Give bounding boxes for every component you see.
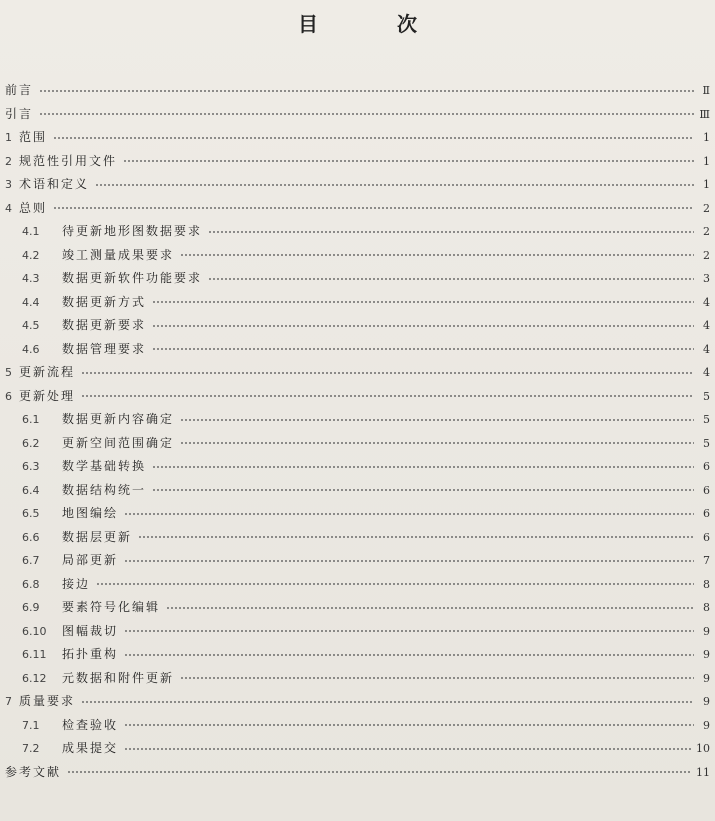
toc-entry-number: 4.3 — [22, 272, 40, 285]
toc-leader-dots — [95, 184, 694, 186]
toc-entry-page: 6 — [703, 460, 710, 473]
toc-leader-dots — [53, 207, 694, 209]
toc-entry-number: 6.8 — [22, 577, 40, 591]
toc-entry[interactable] — [0, 690, 715, 714]
toc-entry[interactable] — [0, 103, 715, 127]
toc-leader-dots — [39, 113, 694, 115]
toc-entry[interactable] — [0, 573, 715, 597]
toc-leader-dots — [81, 372, 694, 374]
toc-leader-dots — [123, 160, 694, 162]
toc-entry[interactable] — [0, 761, 715, 785]
toc-entry-title: 范围 — [19, 130, 48, 144]
toc-entry-page: 7 — [703, 554, 710, 567]
toc-entry[interactable] — [0, 620, 715, 644]
toc-entry-number: 6.10 — [22, 624, 47, 638]
toc-entry-number: 6.7 — [22, 554, 40, 567]
toc-leader-dots — [81, 395, 694, 397]
toc-entry-number: 6 — [5, 389, 12, 403]
toc-entry-title: 术语和定义 — [19, 177, 90, 191]
toc-entry-page: Ⅱ — [702, 84, 710, 97]
toc-entry[interactable] — [0, 667, 715, 691]
toc-leader-dots — [152, 348, 694, 350]
toc-entry-title: 数据结构统一 — [62, 482, 147, 497]
toc-entry-page: 1 — [703, 154, 710, 168]
toc-entry[interactable] — [0, 549, 715, 573]
toc-entry-page: 9 — [703, 695, 710, 708]
toc-entry-title: 更新流程 — [19, 365, 76, 379]
toc-entry[interactable] — [0, 502, 715, 526]
toc-entry-title: 竣工测量成果要求 — [62, 247, 175, 262]
toc-entry[interactable] — [0, 643, 715, 667]
toc-entry[interactable] — [0, 526, 715, 550]
toc-leader-dots — [138, 536, 694, 538]
toc-entry-title: 待更新地形图数据要求 — [62, 224, 203, 238]
toc-entry-number: 4.1 — [22, 225, 40, 238]
toc-entry-title: 地图编绘 — [62, 506, 119, 520]
toc-entry-number: 2 — [5, 154, 12, 168]
toc-entry-number: 6.2 — [22, 436, 40, 450]
toc-entry[interactable] — [0, 479, 715, 503]
toc-entry-title: 数据更新要求 — [62, 318, 147, 332]
toc-entry-title: 总则 — [19, 200, 48, 215]
toc-entry-number: 4.5 — [22, 319, 40, 332]
toc-entry-number: 4.2 — [22, 248, 40, 262]
toc-entry-number: 7 — [5, 695, 12, 708]
toc-entry-number: 6.9 — [22, 601, 40, 614]
toc-entry-title: 要素符号化编辑 — [62, 600, 161, 614]
toc-entry-title: 局部更新 — [62, 553, 119, 567]
toc-entry-page: 1 — [703, 178, 710, 191]
toc-leader-dots — [166, 607, 694, 609]
toc-leader-dots — [124, 560, 694, 562]
toc-leader-dots — [180, 254, 694, 256]
toc-entry-title: 接边 — [62, 576, 91, 591]
toc-entry-page: 9 — [703, 718, 710, 732]
toc-leader-dots — [53, 137, 694, 139]
toc-leader-dots — [152, 466, 694, 468]
toc-entry-number: 4.6 — [22, 342, 40, 356]
toc-entry-title: 质量要求 — [19, 694, 76, 708]
toc-leader-dots — [180, 442, 694, 444]
toc-entry-page: 2 — [703, 248, 710, 262]
toc-entry-number: 1 — [5, 131, 12, 144]
toc-entry-title: 更新空间范围确定 — [62, 435, 175, 450]
toc-entry-title: 检查验收 — [62, 717, 119, 732]
toc-entry-number: 7.1 — [22, 718, 40, 732]
toc-entry-number: 3 — [5, 178, 12, 191]
toc-entry-page: 5 — [703, 389, 710, 403]
toc-leader-dots — [96, 583, 694, 585]
toc-entry[interactable] — [0, 385, 715, 409]
toc-leader-dots — [124, 654, 694, 656]
toc-entry-number: 4 — [5, 201, 12, 215]
toc-entry-title: 数据更新方式 — [62, 294, 147, 309]
toc-entry-number: 6.3 — [22, 460, 40, 473]
toc-entry-page: 3 — [703, 272, 710, 285]
toc-entry-page: 8 — [703, 577, 710, 591]
toc-entry-number: 5 — [5, 366, 12, 379]
toc-entry-page: 10 — [696, 742, 710, 755]
toc-entry-title: 规范性引用文件 — [19, 153, 118, 168]
toc-entry-page: 4 — [703, 295, 710, 309]
toc-entry-page: 4 — [703, 366, 710, 379]
toc-entry-page: 9 — [703, 624, 710, 638]
toc-leader-dots — [124, 724, 694, 726]
toc-entry-number: 6.12 — [22, 671, 47, 685]
toc-entry-number: 6.5 — [22, 507, 40, 520]
toc-entry-title: 数学基础转换 — [62, 459, 147, 473]
toc-entry-page: 2 — [703, 225, 710, 238]
toc-entry-title: 数据更新软件功能要求 — [62, 271, 203, 285]
toc-entry[interactable] — [0, 220, 715, 244]
toc-entry-title: 成果提交 — [62, 741, 119, 755]
toc-entry[interactable] — [0, 267, 715, 291]
toc-entry-number: 6.4 — [22, 483, 40, 497]
toc-leader-dots — [81, 701, 694, 703]
toc-leader-dots — [208, 278, 694, 280]
toc-entry-page: Ⅲ — [699, 107, 710, 121]
toc-entry-title: 数据更新内容确定 — [62, 412, 175, 426]
toc-entry-number: 6.1 — [22, 413, 40, 426]
toc-entry[interactable] — [0, 338, 715, 362]
toc-leader-dots — [152, 325, 694, 327]
toc-entry[interactable] — [0, 79, 715, 103]
toc-leader-dots — [152, 301, 694, 303]
toc-entry-page: 1 — [703, 131, 710, 144]
toc-leader-dots — [67, 771, 692, 773]
toc-entry[interactable] — [0, 173, 715, 197]
toc-entry[interactable] — [0, 408, 715, 432]
toc-entry[interactable] — [0, 126, 715, 150]
toc-entry-number: 4.4 — [22, 295, 40, 309]
toc-entry[interactable] — [0, 596, 715, 620]
toc-entry-number: 6.11 — [22, 648, 47, 661]
toc-entry-page: 5 — [703, 413, 710, 426]
toc-entry-number: 7.2 — [22, 742, 40, 755]
toc-leader-dots — [208, 231, 694, 233]
toc-entry-page: 9 — [703, 648, 710, 661]
toc-entry-page: 4 — [703, 319, 710, 332]
toc-leader-dots — [124, 513, 694, 515]
toc-entry-page: 2 — [703, 201, 710, 215]
toc-entry[interactable] — [0, 737, 715, 761]
toc-leader-dots — [124, 630, 694, 632]
toc-entry[interactable] — [0, 150, 715, 174]
toc-entry-page: 5 — [703, 436, 710, 450]
toc-entry[interactable] — [0, 714, 715, 738]
toc-entry-title: 引言 — [5, 106, 34, 121]
toc-leader-dots — [39, 90, 694, 92]
toc-leader-dots — [180, 677, 694, 679]
toc-entry-title: 图幅裁切 — [62, 623, 119, 638]
toc-entry-title: 参考文献 — [5, 764, 62, 779]
toc-entry-page: 9 — [703, 671, 710, 685]
toc-entry[interactable] — [0, 432, 715, 456]
toc-entry[interactable] — [0, 291, 715, 315]
toc-entry[interactable] — [0, 361, 715, 385]
table-of-contents — [0, 79, 715, 784]
toc-entry-title: 拓扑重构 — [62, 647, 119, 661]
toc-entry-title: 前言 — [5, 83, 34, 97]
toc-entry-title: 数据层更新 — [62, 529, 133, 544]
toc-entry-page: 6 — [703, 483, 710, 497]
toc-entry-page: 8 — [703, 601, 710, 614]
toc-entry[interactable] — [0, 455, 715, 479]
toc-entry-title: 元数据和附件更新 — [62, 670, 175, 685]
page-title: 目 次 — [298, 12, 453, 36]
toc-entry-page: 4 — [703, 342, 710, 356]
toc-leader-dots — [124, 748, 692, 750]
toc-entry-title: 数据管理要求 — [62, 341, 147, 356]
toc-leader-dots — [152, 489, 694, 491]
toc-entry-page: 6 — [703, 530, 710, 544]
toc-entry[interactable] — [0, 244, 715, 268]
toc-entry[interactable] — [0, 197, 715, 221]
toc-entry-number: 6.6 — [22, 530, 40, 544]
toc-entry-title: 更新处理 — [19, 388, 76, 403]
toc-entry-page: 6 — [703, 507, 710, 520]
toc-leader-dots — [180, 419, 694, 421]
toc-entry-page: 11 — [696, 765, 710, 779]
toc-entry[interactable] — [0, 314, 715, 338]
